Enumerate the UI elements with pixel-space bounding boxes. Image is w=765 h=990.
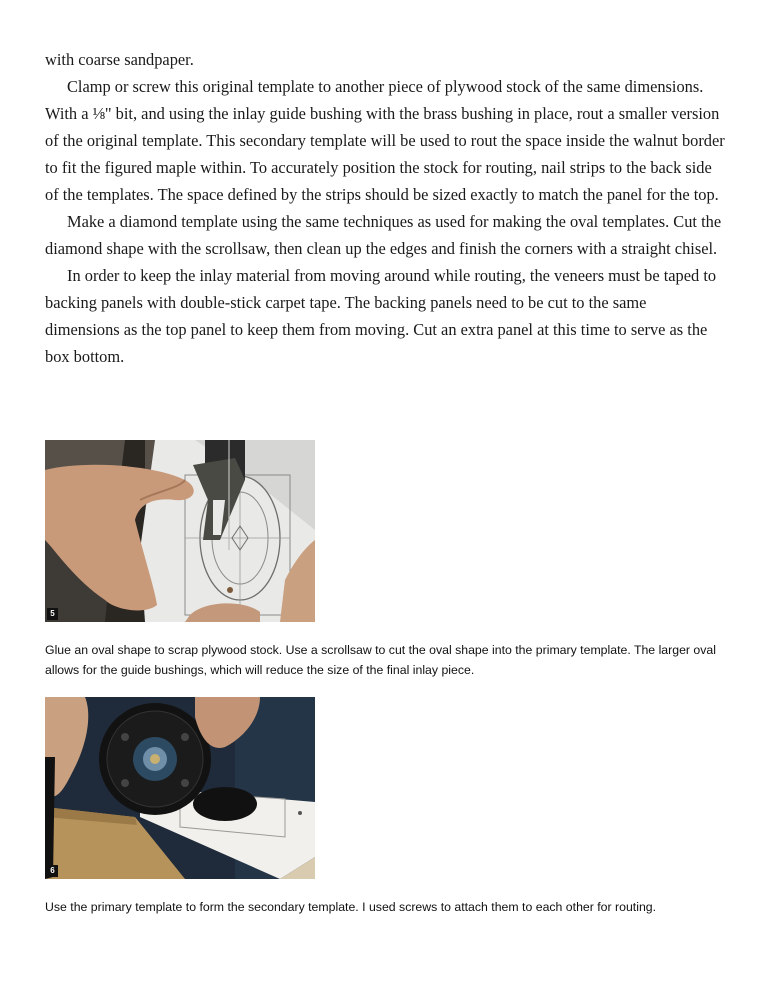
- body-text: [45, 46, 725, 370]
- paragraph: Clamp or screw this original template to another piece of plywood stock of the same dimensions. With a ⅛" bit, and using the inlay guide bushing with the brass bushing in place, rout a smaller version of the original template. This secondary template will be used to rout the space inside the walnut border to fit the figured maple within. To accurately position the stock for routing, nail strips to the back side of the templates. The space defined by the strips should be sized exactly to match the panel for the top.: [45, 77, 725, 204]
- scrollsaw-photo-image: [45, 440, 315, 622]
- figure-number-badge: 5: [47, 608, 58, 620]
- figure-5-photo: [45, 440, 315, 622]
- paragraph: In order to keep the inlay material from moving around while routing, the veneers must be taped to backing panels with double-stick carpet tape. The backing panels need to be cut to the same dimensions as the top panel to keep them from moving. Cut an extra panel at this time to serve as the box bottom.: [45, 266, 717, 366]
- figure-6-caption: Use the primary template to form the secondary template. I used screws to attach them to each other for routing.: [45, 900, 657, 914]
- figure-5-caption: Glue an oval shape to scrap plywood stock. Use a scrollsaw to cut the oval shape into the primary template. The larger oval allows for the guide bushings, which will reduce the size of the final inlay piece.: [45, 643, 716, 677]
- paragraph-continued: with coarse sandpaper.: [45, 50, 194, 69]
- router-photo-image: [45, 697, 315, 879]
- figure-number-badge: 6: [47, 865, 58, 877]
- figure-6-photo: [45, 697, 315, 879]
- paragraph: Make a diamond template using the same techniques as used for making the oval templates. Cut the diamond shape with the scrollsaw, then clean up the edges and finish the corners with a straight chisel.: [45, 212, 722, 258]
